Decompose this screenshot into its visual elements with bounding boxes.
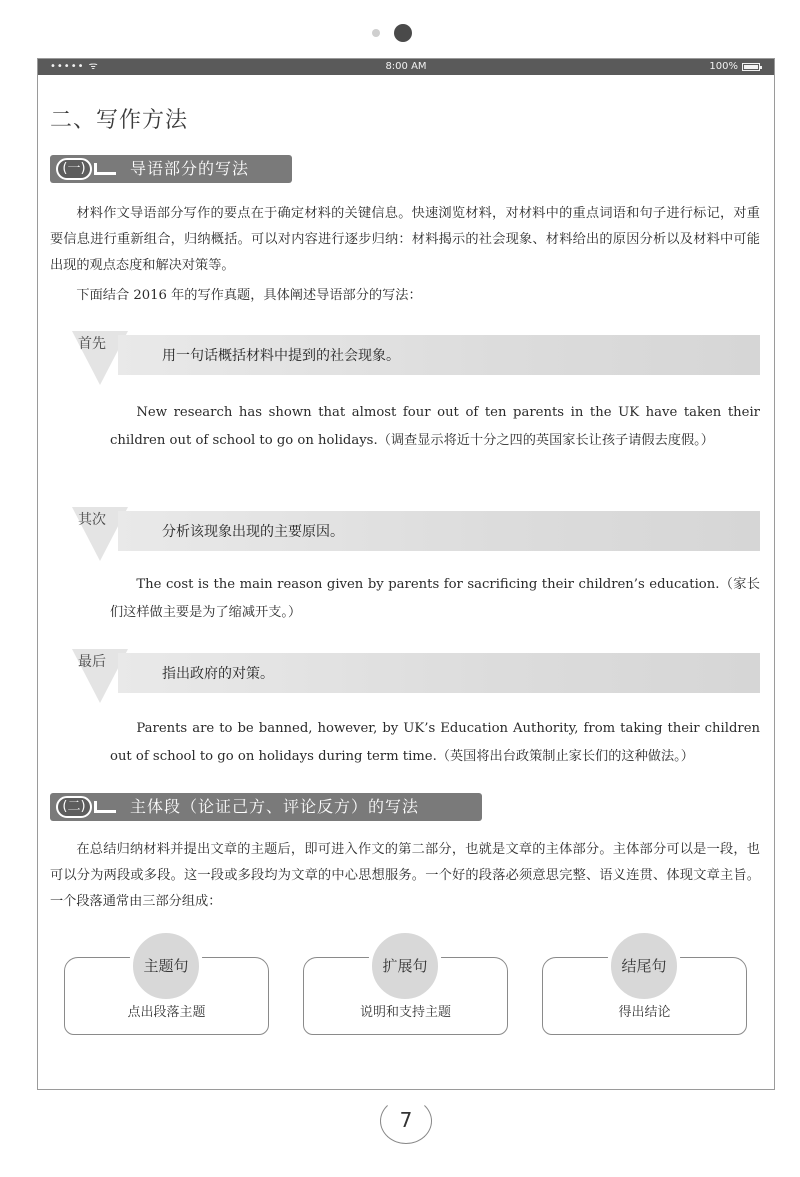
tablet-screen	[37, 58, 775, 1090]
section-title-2: 主体段（论证己方、评论反方）的写法	[130, 797, 420, 816]
part-desc: 点出段落主题	[127, 1005, 206, 1020]
section1-lead: 下面结合 2016 年的写作真题，具体阐述导语部分的写法：	[76, 288, 422, 303]
paragraph-part-conclusion	[542, 929, 747, 1039]
paragraph-part-topic	[64, 929, 269, 1039]
step-tag: 其次	[78, 512, 106, 528]
part-name: 结尾句	[607, 929, 681, 1003]
hook-icon	[94, 163, 116, 175]
section-header-1	[50, 155, 292, 183]
page-number: 7	[399, 1108, 413, 1132]
step-text: 用一句话概括材料中提到的社会现象。	[162, 348, 400, 364]
section-number-2: (二)	[56, 796, 92, 818]
sensor-dot	[372, 29, 380, 37]
section-header-2	[50, 793, 482, 821]
step-tag: 首先	[78, 336, 106, 352]
page-number-badge	[380, 1098, 432, 1144]
section1-intro: 材料作文导语部分写作的要点在于确定材料的关键信息。快速浏览材料，对材料中的重点词语和句子进行标记，对重要信息进行重新组合，归纳概括。可以对内容进行逐步归纳：材料揭示的社会现象、材料给出的原因分析以及材料中可能出现的观点态度和解决对策等。	[50, 206, 760, 273]
battery-level: 100%	[709, 61, 738, 72]
step-example: New research has shown that almost four out of ten parents in the UK have taken their children out of school to go on holidays.（调查显示将近十分之四的英国家长让孩子请假去度假。）	[110, 405, 760, 448]
signal-indicator: ••••• ᯤ	[50, 61, 99, 72]
part-name: 主题句	[129, 929, 203, 1003]
battery-icon	[742, 63, 760, 71]
paragraph-part-support	[303, 929, 508, 1039]
section-number-1: (一)	[56, 158, 92, 180]
section2-intro: 在总结归纳材料并提出文章的主题后，即可进入作文的第二部分，也就是文章的主体部分。主体部分可以是一段，也可以分为两段或多段。这一段或多段均为文章的中心思想服务。一个好的段落必须意思完整、语义连贯、体现文章主旨。一个段落通常由三部分组成：	[50, 842, 760, 909]
status-bar	[38, 59, 774, 75]
page-title: 二、写作方法	[50, 108, 189, 133]
step-first	[72, 331, 760, 377]
step-tag: 最后	[78, 654, 106, 670]
status-time: 8:00 AM	[385, 61, 427, 72]
hook-icon	[94, 801, 116, 813]
part-desc: 说明和支持主题	[359, 1005, 451, 1020]
part-desc: 得出结论	[618, 1005, 671, 1020]
step-second	[72, 507, 760, 553]
step-last	[72, 649, 760, 695]
step-text: 分析该现象出现的主要原因。	[162, 524, 344, 540]
step-example: The cost is the main reason given by parents for sacrificing their children’s education.（家长们这样做主要是为了缩减开支。）	[110, 577, 760, 620]
part-name: 扩展句	[368, 929, 442, 1003]
camera-dot	[394, 24, 412, 42]
step-example: Parents are to be banned, however, by UK’s Education Authority, from taking their children out of school to go on holidays during term time.（英国将出台政策制止家长们的这种做法。）	[110, 721, 760, 764]
device-camera	[0, 24, 800, 44]
section-title-1: 导语部分的写法	[130, 159, 250, 178]
step-text: 指出政府的对策。	[162, 666, 274, 682]
